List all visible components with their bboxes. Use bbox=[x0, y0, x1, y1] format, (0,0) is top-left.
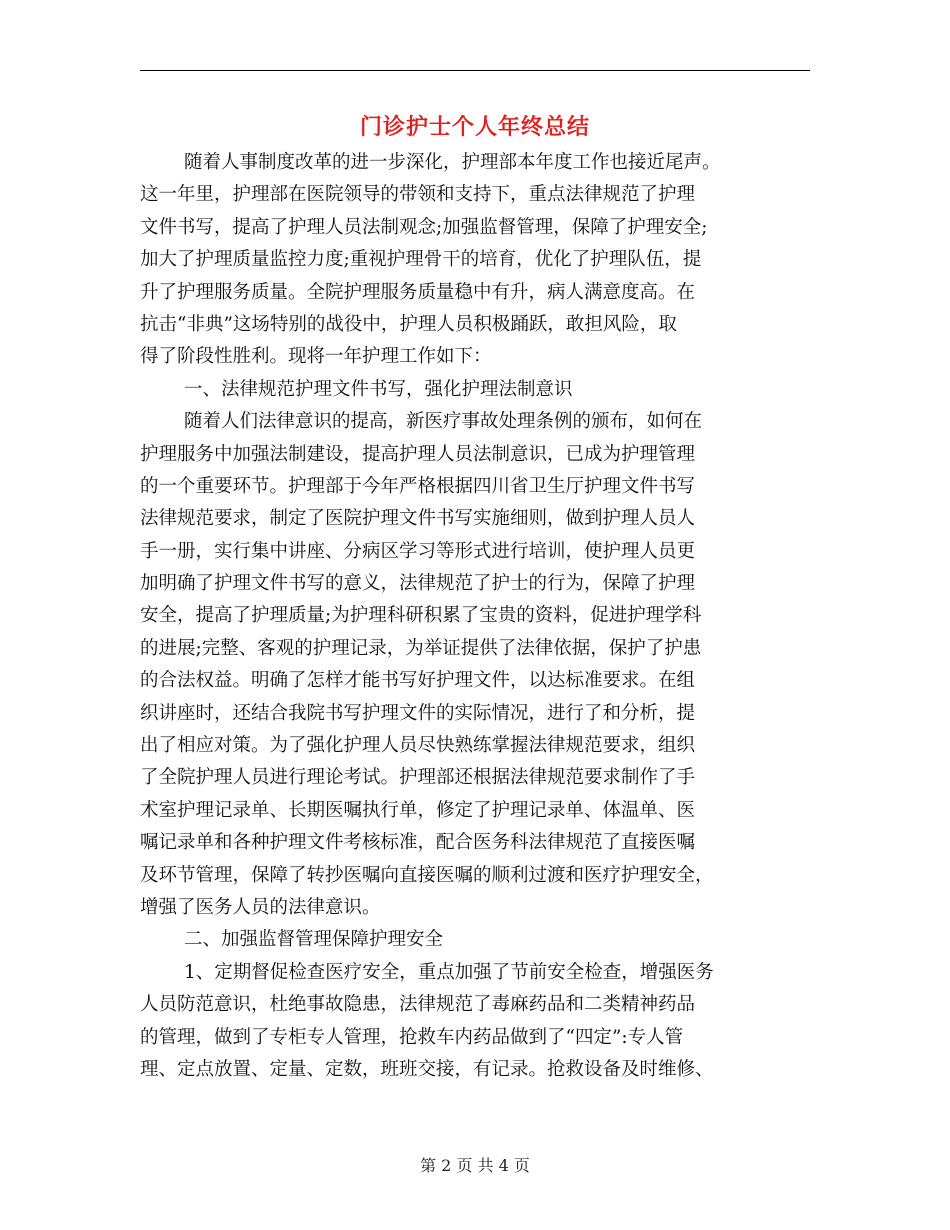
text-line: 的合法权益。明确了怎样才能书写好护理文件，以达标准要求。在组 bbox=[140, 670, 696, 692]
text-line: 的进展;完整、客观的护理记录，为举证提供了法律依据，保护了护患 bbox=[140, 637, 702, 659]
text-line: 出了相应对策。为了强化护理人员尽快熟练掌握法律规范要求，组织 bbox=[140, 735, 696, 757]
text-line: 的管理，做到了专柜专人管理，抢救车内药品做到了“四定”:专人管 bbox=[140, 1026, 684, 1048]
text-line: 二、加强监督管理保障护理安全 bbox=[184, 929, 444, 951]
text-line: 增强了医务人员的法律意识。 bbox=[140, 896, 381, 918]
text-line: 人员防范意识，杜绝事故隐患，法律规范了毒麻药品和二类精神药品 bbox=[140, 994, 696, 1016]
text-line: 手一册，实行集中讲座、分病区学习等形式进行培训，使护理人员更 bbox=[140, 540, 696, 562]
header-rule bbox=[140, 70, 810, 71]
text-line: 这一年里，护理部在医院领导的带领和支持下，重点法律规范了护理 bbox=[140, 184, 696, 206]
text-line: 织讲座时，还结合我院书写护理文件的实际情况，进行了和分析，提 bbox=[140, 702, 696, 724]
text-line: 及环节管理，保障了转抄医嘱向直接医嘱的顺利过渡和医疗护理安全， bbox=[140, 864, 714, 886]
text-line: 得了阶段性胜利。现将一年护理工作如下： bbox=[140, 346, 492, 368]
text-line: 术室护理记录单、长期医嘱执行单，修定了护理记录单、体温单、医 bbox=[140, 799, 696, 821]
text-line: 文件书写，提高了护理人员法制观念;加强监督管理，保障了护理安全; bbox=[140, 216, 708, 238]
text-line: 加大了护理质量监控力度;重视护理骨干的培育，优化了护理队伍，提 bbox=[140, 249, 702, 271]
document-body bbox=[140, 147, 810, 1086]
text-line: 法律规范要求，制定了医院护理文件书写实施细则，做到护理人员人 bbox=[140, 508, 696, 530]
document-title: 门诊护士个人年终总结 bbox=[359, 114, 590, 140]
text-line: 了全院护理人员进行理论考试。护理部还根据法律规范要求制作了手 bbox=[140, 767, 696, 789]
text-line: 的一个重要环节。护理部于今年严格根据四川省卫生厅护理文件书写 bbox=[140, 475, 696, 497]
text-line: 升了护理服务质量。全院护理服务质量稳中有升，病人满意度高。在 bbox=[140, 281, 696, 303]
page-footer: 第 2 页 共 4 页 bbox=[420, 1156, 530, 1175]
text-line: 加明确了护理文件书写的意义，法律规范了护士的行为，保障了护理 bbox=[140, 573, 696, 595]
text-line: 随着人们法律意识的提高，新医疗事故处理条例的颁布，如何在 bbox=[184, 411, 703, 433]
text-line: 护理服务中加强法制建设，提高护理人员法制意识，已成为护理管理 bbox=[140, 443, 696, 465]
text-line: 随着人事制度改革的进一步深化，护理部本年度工作也接近尾声。 bbox=[184, 152, 721, 173]
text-line: 理、定点放置、定量、定数，班班交接，有记录。抢救设备及时维修、 bbox=[140, 1058, 714, 1080]
text-line: 嘱记录单和各种护理文件考核标准，配合医务科法律规范了直接医嘱 bbox=[140, 832, 696, 854]
text-line: 抗击“非典”这场特别的战役中，护理人员积极踊跃，敢担风险，取 bbox=[140, 313, 677, 335]
text-line: 一、法律规范护理文件书写，强化护理法制意识 bbox=[184, 378, 573, 400]
text-line: 1、定期督促检查医疗安全，重点加强了节前安全检查，增强医务 bbox=[184, 961, 714, 983]
text-line: 安全，提高了护理质量;为护理科研积累了宝贵的资料，促进护理学科 bbox=[140, 605, 702, 627]
